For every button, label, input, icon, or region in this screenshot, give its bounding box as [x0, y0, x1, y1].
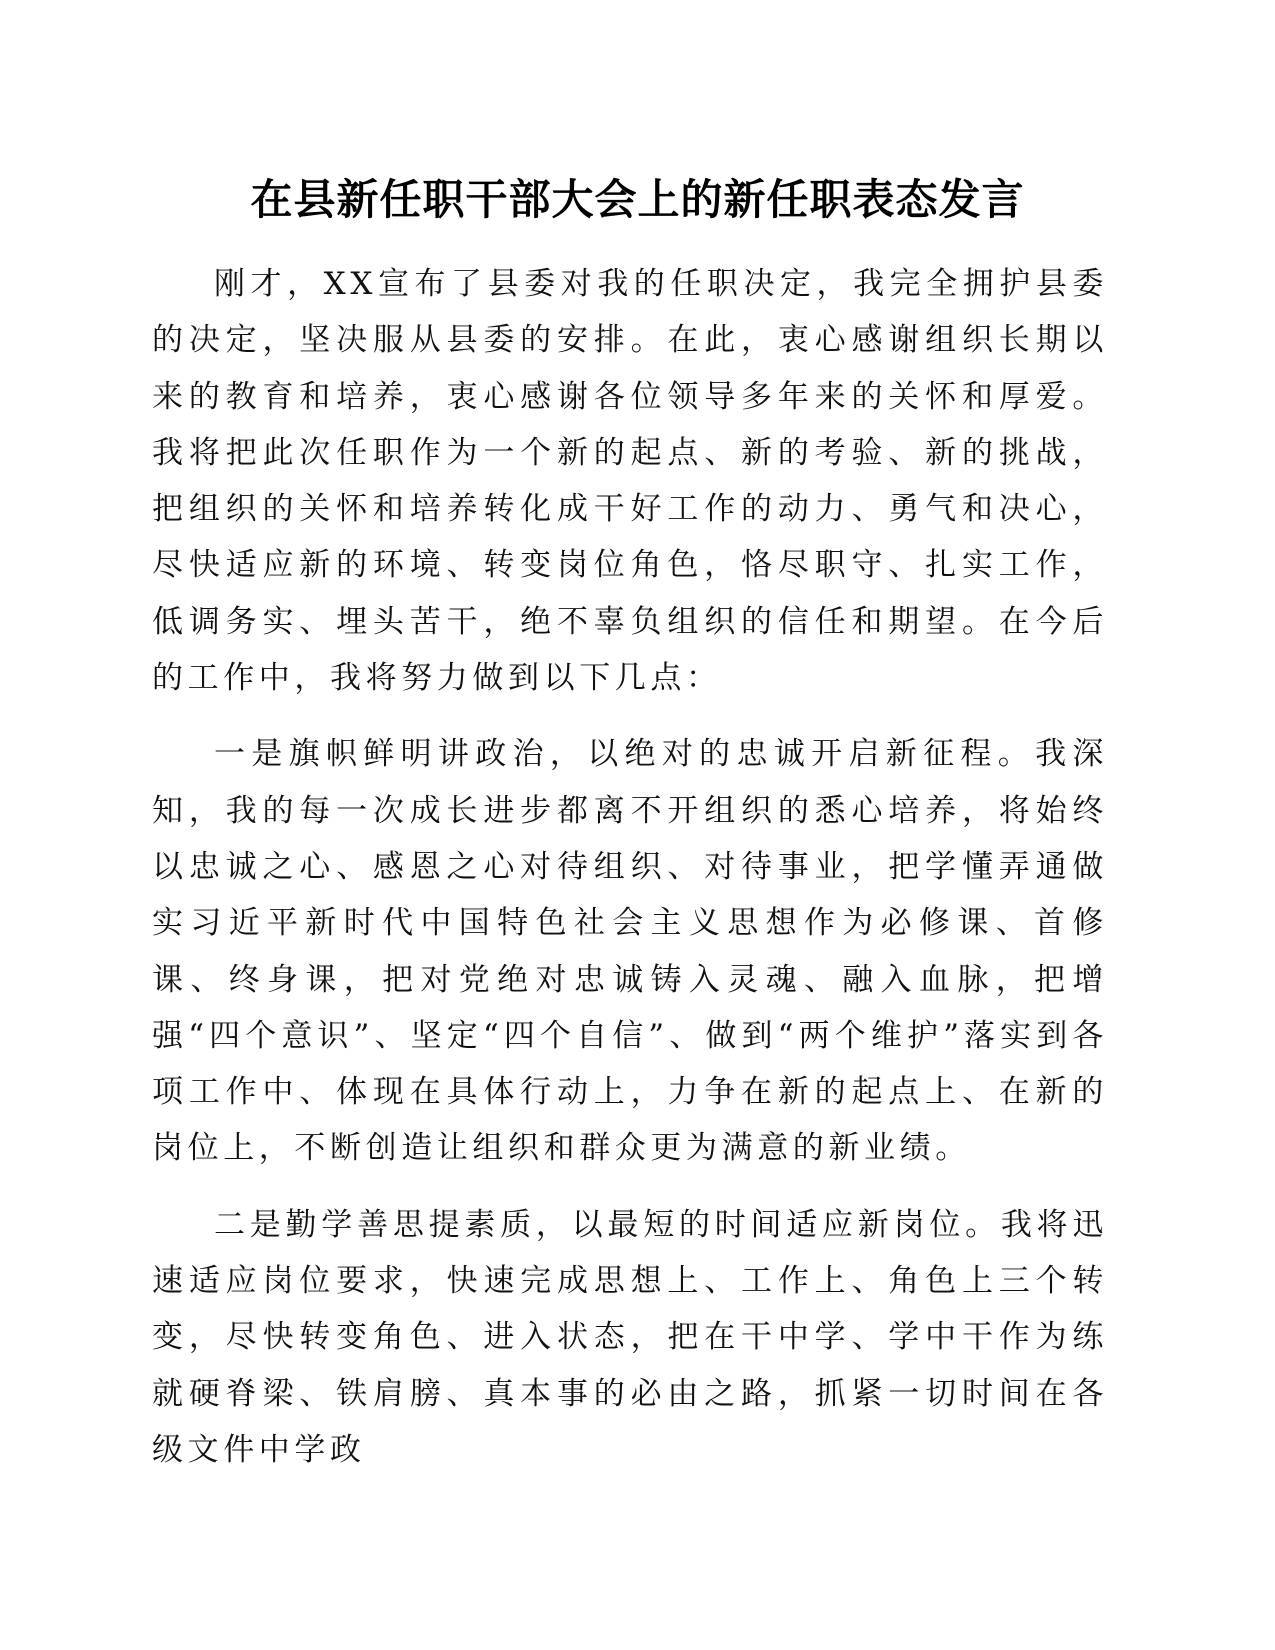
document-title: 在县新任职干部大会上的新任职表态发言 — [250, 175, 1025, 224]
paragraph-point-two: 二是勤学善思提素质，以最短的时间适应新岗位。我将迅速适应岗位要求，快速完成思想上、工作上、角色上三个转变，尽快转变角色、进入状态，把在干中学、学中干作为练就硬脊梁、铁肩膀、真本事的必由之路，抓紧一切时间在各级文件中学政 — [152, 1206, 1108, 1468]
document-body — [152, 256, 1108, 1478]
paragraph-intro: 刚才，XX宣布了县委对我的任职决定，我完全拥护县委的决定，坚决服从县委的安排。在此，衷心感谢组织长期以来的教育和培养，衷心感谢各位领导多年来的关怀和厚爱。我将把此次任职作为一个新的起点、新的考验、新的挑战，把组织的关怀和培养转化成干好工作的动力、勇气和决心，尽快适应新的环境、转变岗位角色，恪尽职守、扎实工作，低调务实、埋头苦干，绝不辜负组织的信任和期望。在今后的工作中，我将努力做到以下几点： — [152, 266, 1108, 697]
paragraph-point-one: 一是旗帜鲜明讲政治，以绝对的忠诚开启新征程。我深知，我的每一次成长进步都离不开组织的悉心培养，将始终以忠诚之心、感恩之心对待组织、对待事业，把学懂弄通做实习近平新时代中国特色社会主义思想作为必修课、首修课、终身课，把对党绝对忠诚铸入灵魂、融入血脉，把增强“四个意识”、坚定“四个自信”、做到“两个维护”落实到各项工作中、体现在具体行动上，力争在新的起点上、在新的岗位上，不断创造让组织和群众更为满意的新业绩。 — [152, 736, 1108, 1167]
